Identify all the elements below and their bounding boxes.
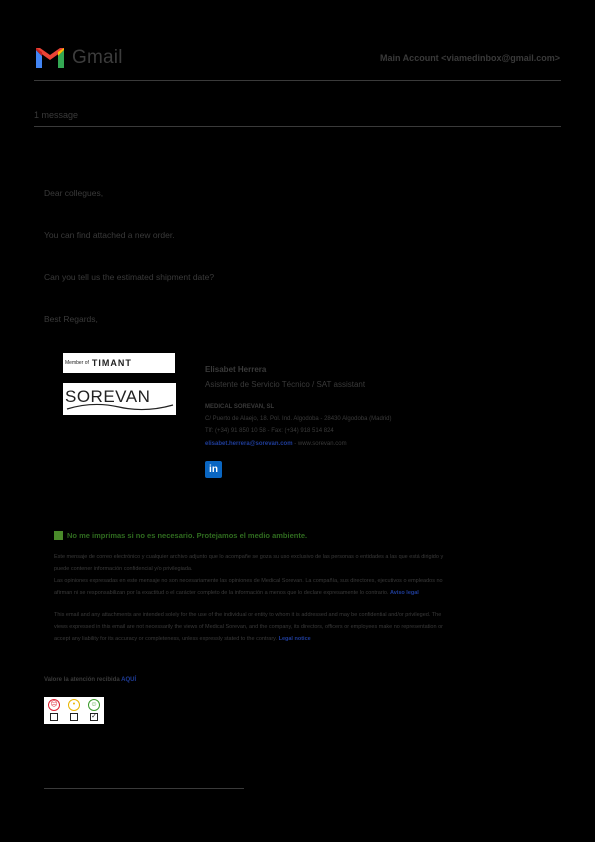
- rating-link[interactable]: AQUÍ: [121, 677, 137, 683]
- legal-es-line-1: Este mensaje de correo electrónico y cualquier archivo adjunto que lo acompañe se goza su uso exclusivo de las personas o entidades a las que está dirigido y: [54, 554, 444, 560]
- checkbox-happy[interactable]: ✓: [91, 713, 97, 720]
- signature-phone: Tlf: (+34) 91 850 10 58 - Fax: (+34) 918 514 824: [205, 428, 334, 434]
- body-line-1: You can find attached a new order.: [44, 230, 175, 240]
- legal-en-line-3: [54, 636, 311, 642]
- rating-label: Valore la atención recibida: [44, 677, 122, 683]
- thread-divider: [34, 126, 561, 127]
- legal-es-text: afirman ni se responsabilizan por la exactitud o el carácter completo de la información a menos que lo declare expresamente lo contrario.: [54, 590, 389, 596]
- eco-notice-text: No me imprimas si no es necesario. Protejamos el medio ambiente.: [67, 531, 308, 540]
- sorevan-wave-icon: [63, 383, 176, 415]
- signature-company: MEDICAL SOREVAN, SL: [205, 404, 275, 410]
- signature-email-link[interactable]: elisabet.herrera@sorevan.com: [205, 441, 293, 447]
- legal-en-line-1: This email and any attachments are intended solely for the use of the individual or entity to whom it is addressed and may be confidential and/or privileged. The: [54, 612, 442, 618]
- legal-notice-link[interactable]: Legal notice: [278, 636, 311, 642]
- gmail-wordmark: Gmail: [72, 47, 123, 68]
- signature-website[interactable]: - www.sorevan.com: [292, 441, 347, 447]
- closing: Best Regards,: [44, 314, 98, 324]
- sorevan-logo-text: SOREVAN: [65, 387, 151, 406]
- footer-divider: [44, 788, 244, 789]
- timant-prefix: Member of: [65, 360, 89, 366]
- greeting: Dear collegues,: [44, 188, 104, 198]
- eco-notice: [54, 531, 307, 540]
- neutral-face-icon[interactable]: •: [68, 699, 80, 711]
- signature-logos: [63, 353, 176, 415]
- leaf-icon: [54, 531, 63, 540]
- signature-name: Elisabet Herrera: [205, 365, 267, 374]
- aviso-legal-link[interactable]: Aviso legal: [390, 590, 419, 596]
- legal-en-line-2: views expressed in this email are not necessarily the views of Medical Sorevan, and the company, its directors, officers or employees make no representation or: [54, 624, 443, 630]
- legal-es-line-2: puede contener información confidencial y/o privilegiada.: [54, 566, 193, 572]
- signature-address: C/ Puerto de Alaejo, 18. Pol. Ind. Algodoba - 28430 Algodoba (Madrid): [205, 416, 392, 422]
- sad-face-icon[interactable]: ☹: [48, 699, 60, 711]
- legal-es-line-4: [54, 590, 419, 596]
- rating-faces: [44, 697, 104, 724]
- timant-logo: [63, 353, 175, 373]
- legal-es-line-3: Las opiniones expresadas en este mensaje no son necesariamente las opiniones de Medical Sorevan. La compañía, sus directores, ejecutivos o empleados no: [54, 578, 443, 584]
- gmail-m-icon: [34, 46, 66, 70]
- header-divider: [34, 80, 561, 81]
- message-count: 1 message: [34, 110, 79, 120]
- happy-face-icon[interactable]: ☺: [88, 699, 100, 711]
- legal-en-text: accept any liability for its accuracy or completeness, unless expressly stated to the contrary.: [54, 636, 278, 642]
- gmail-logo: [34, 45, 123, 71]
- account-label: Main Account <viamedinbox@gmail.com>: [380, 53, 560, 63]
- rating-prompt: [44, 677, 136, 683]
- timant-brand: TIMANT: [91, 358, 132, 368]
- linkedin-icon[interactable]: in: [205, 461, 222, 478]
- checkbox-neutral[interactable]: [70, 713, 78, 721]
- signature-title: Asistente de Servicio Técnico / SAT assistant: [205, 380, 366, 389]
- sorevan-logo: [63, 383, 176, 415]
- body-line-2: Can you tell us the estimated shipment date?: [44, 272, 215, 282]
- signature-contact: [205, 441, 347, 447]
- checkbox-sad[interactable]: [50, 713, 58, 721]
